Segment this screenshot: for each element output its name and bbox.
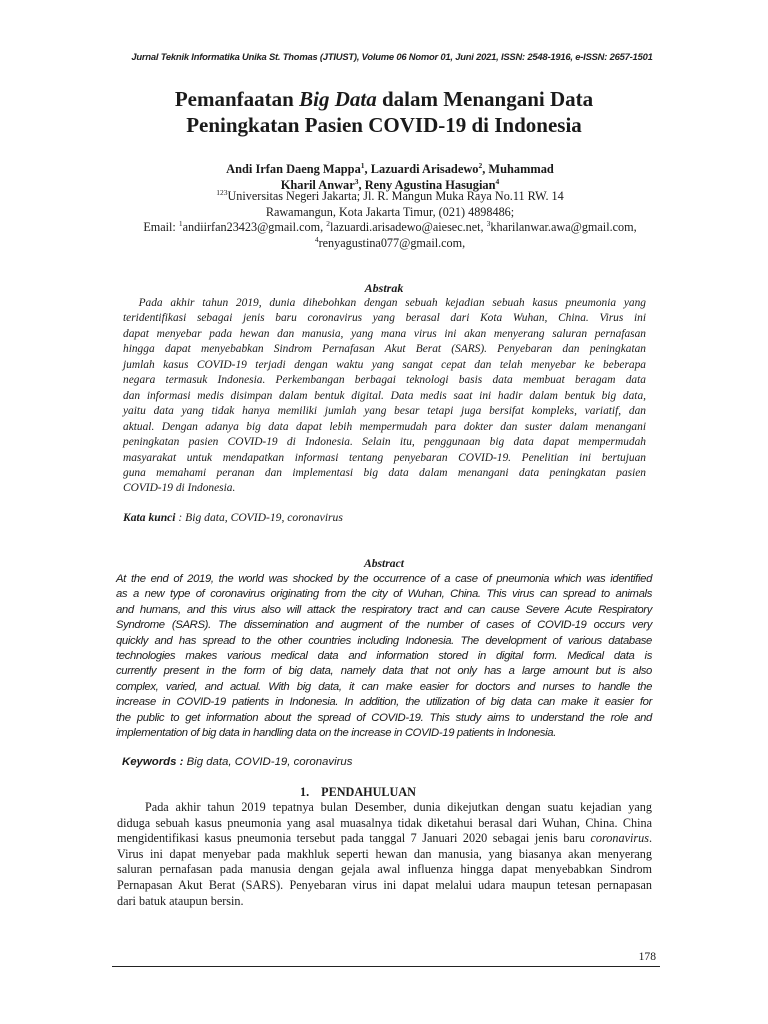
abstrak-body <box>123 296 646 497</box>
email-sup: 3 <box>486 218 491 228</box>
affiliation-sup: 123 <box>216 187 228 197</box>
email-line-1 <box>100 220 680 236</box>
abstract-line: complex, varied, and actual. With big data, it can make easier for doctors and nurses to handle the <box>116 680 652 693</box>
author-separator: , <box>358 178 365 192</box>
body-italic-text: coronavirus <box>590 831 649 846</box>
abstract-line: At the end of 2019, the world was shocked by the occurrence of a case of pneumonia which was identified <box>116 573 652 585</box>
abstract-line: quickly and has spread to the other countries including Indonesia. The development of various database <box>116 634 652 647</box>
body-line: Pada akhir tahun 2019 tepatnya bulan Desember, dunia dikejutkan dengan suatu kejadian yang <box>145 800 652 814</box>
kata-kunci-value: : Big data, COVID-19, coronavirus <box>175 511 343 524</box>
body-line: dari batuk ataupun bersin. <box>117 893 244 908</box>
keywords-value: Big data, COVID-19, coronavirus <box>183 756 353 768</box>
affiliation-text: Universitas Negeri Jakarta; Jl. R. Mangun Muka Raya No.11 RW. 14 <box>227 189 564 203</box>
abstrak-line: teridentifikasi sebagai jenis baru coronavirus yang berasal dari Kota Wuhan, China. Virus ini <box>123 312 646 325</box>
author-affil-sup: 4 <box>495 176 500 186</box>
email-line-2 <box>100 236 680 252</box>
abstrak-line: dapat menyebar pada hewan dan manusia, yang mana virus ini akan menyerang saluran pernafasan <box>123 327 646 340</box>
abstract-line: technologies makes various medical data and information stored in digital form. Medical data is <box>116 650 652 663</box>
affiliation-line-1 <box>100 189 680 205</box>
author-name: Andi Irfan Daeng Mappa <box>226 162 361 176</box>
paper-title <box>100 86 668 138</box>
author-affil-sup: 1 <box>360 160 365 170</box>
email-address[interactable]: renyagustina077@gmail.com, <box>318 235 466 250</box>
abstrak-line: COVID-19 di Indonesia. <box>123 482 236 495</box>
abstrak-line: masyarakat untuk mendapatkan informasi tentang penyebaran COVID-19. Penelitian ini bertujuan <box>123 451 646 464</box>
title-line-1 <box>100 86 668 112</box>
abstrak-line: guna memahami peranan dan implementasi big data dalam menangani data peningkatan pasien <box>123 466 646 479</box>
abstract-line: currently present in the form of big data, namely data that not only has a large amount but is also <box>116 665 652 678</box>
body-line: Virus ini dapat menyebar pada makhluk seperti hewan dan manusia, yang biasanya akan menyerang <box>117 846 652 861</box>
author-affil-sup: 2 <box>478 160 483 170</box>
abstract-line: increase in COVID-19 patients in Indonesia. In addition, the utilization of big data can make it easier for <box>116 696 652 709</box>
body-line: Pernapasan Akut Berat (SARS). Penyebaran virus ini dapat melalui udara maupun tetesan pernapasan <box>117 877 652 892</box>
email-address[interactable]: lazuardi.arisadewo@aiesec.net, <box>329 220 487 234</box>
email-address[interactable]: andiirfan23423@gmail.com, <box>182 220 327 234</box>
footer-rule <box>112 966 660 967</box>
journal-header: Jurnal Teknik Informatika Unika St. Thomas (JTIUST), Volume 06 Nomor 01, Juni 2021, ISSN: 2548-1916, e-ISSN: 2657-1501 <box>131 51 653 62</box>
email-sup: 4 <box>314 234 319 244</box>
author-affil-sup: 3 <box>354 176 359 186</box>
abstract-body <box>116 572 652 741</box>
abstrak-line: negara termasuk Indonesia. Perkembangan berbagai teknologi basis data membuat beragam data <box>123 374 646 387</box>
author-name: Kharil Anwar <box>280 178 355 192</box>
email-address[interactable]: kharilanwar.awa@gmail.com, <box>490 220 637 234</box>
email-label: Email: <box>143 220 179 234</box>
body-line <box>117 831 652 847</box>
body-line: saluran pernafasan pada manusia dengan gejala awal influenza hingga dapat menyebabkan Sindrom <box>117 862 652 877</box>
email-sup: 1 <box>178 218 183 228</box>
abstrak-line: jumlah kasus COVID-19 terjadi dengan waktu yang sangat cepat dan telah menyebar ke beberapa <box>123 358 646 371</box>
keywords-label: Keywords : <box>122 756 184 768</box>
keywords <box>122 756 642 768</box>
page-number: 178 <box>638 950 656 963</box>
title-italic-text: Big Data <box>299 87 377 111</box>
abstract-line: implementation of big data in handling data on the increase in COVID-19 patients in Indonesia. <box>116 727 556 740</box>
abstract-line: the public to get information about the spread of COVID-19. This study aims to understand the role and <box>116 711 652 724</box>
affiliation <box>100 189 680 251</box>
abstract-line: Syndrome (SARS). The dissemination and augment of the number of cases of COVID-19 occurs very <box>116 619 652 632</box>
author-name: Reny Agustina Hasugian <box>364 178 496 192</box>
email-sup: 2 <box>326 218 330 228</box>
abstract-heading: Abstract <box>364 557 404 570</box>
section-body <box>117 800 652 909</box>
body-text: . <box>648 831 652 846</box>
kata-kunci <box>123 511 643 524</box>
abstrak-heading: Abstrak <box>364 281 404 295</box>
section-heading <box>300 785 500 800</box>
abstrak-line: dan informasi medis disimpan dalam bentuk digital. Data medis saat ini hadir dalam bentuk big data, <box>123 389 646 402</box>
author-separator: , Muhammad <box>482 162 554 176</box>
affiliation-line-2: Rawamangun, Kota Jakarta Timur, (021) 4898486; <box>265 204 515 219</box>
abstrak-line: hingga dapat menyebabkan Sindrom Pernafasan Akut Berat (SARS). Penyebaran dan peningkatan <box>123 343 646 356</box>
author-name: Lazuardi Arisadewo <box>370 162 479 176</box>
abstrak-line: yaitu data yang tidak hanya memiliki jumlah yang besar tetapi juga bersifat kompleks, variatif, dan <box>123 405 646 418</box>
abstract-line: and humans, and this virus also will attack the respiratory tract and can cause Severe Acute Respiratory <box>116 603 652 616</box>
abstrak-line: Pada akhir tahun 2019, dunia dihebohkan dengan sebuah kejadian sebuah kasus pneumonia yang <box>123 297 646 309</box>
section-number: 1. <box>300 785 310 799</box>
author-line-1 <box>110 161 670 177</box>
section-title: PENDAHULUAN <box>321 785 416 799</box>
title-line-2: Peningkatan Pasien COVID-19 di Indonesia <box>186 113 582 137</box>
kata-kunci-label: Kata kunci <box>123 511 176 524</box>
abstrak-line: peningkatan pasien COVID-19 di Indonesia. Selain itu, penggunaan big data dapat mempermudah <box>123 436 646 449</box>
abstrak-line: aktual. Dengan adanya big data dapat lebih mempermudah para dokter dan suster dalam menangani <box>123 420 646 433</box>
title-text: Pemanfaatan <box>174 87 300 111</box>
title-text: dalam Menangani Data <box>376 87 594 111</box>
author-separator: , <box>364 162 371 176</box>
abstract-line: as a new type of coronavirus originating from the city of Wuhan, China. This virus can spread to animals <box>116 588 652 601</box>
body-line: diduga sebuah kasus pneumonia yang asal muasalnya tidak diketahui berasal dari Wuhan, China. China <box>117 815 652 830</box>
body-text: mengidentifikasi kasus pneumonia tersebut pada tanggal 7 Januari 2020 sebagai jenis baru <box>117 831 591 846</box>
